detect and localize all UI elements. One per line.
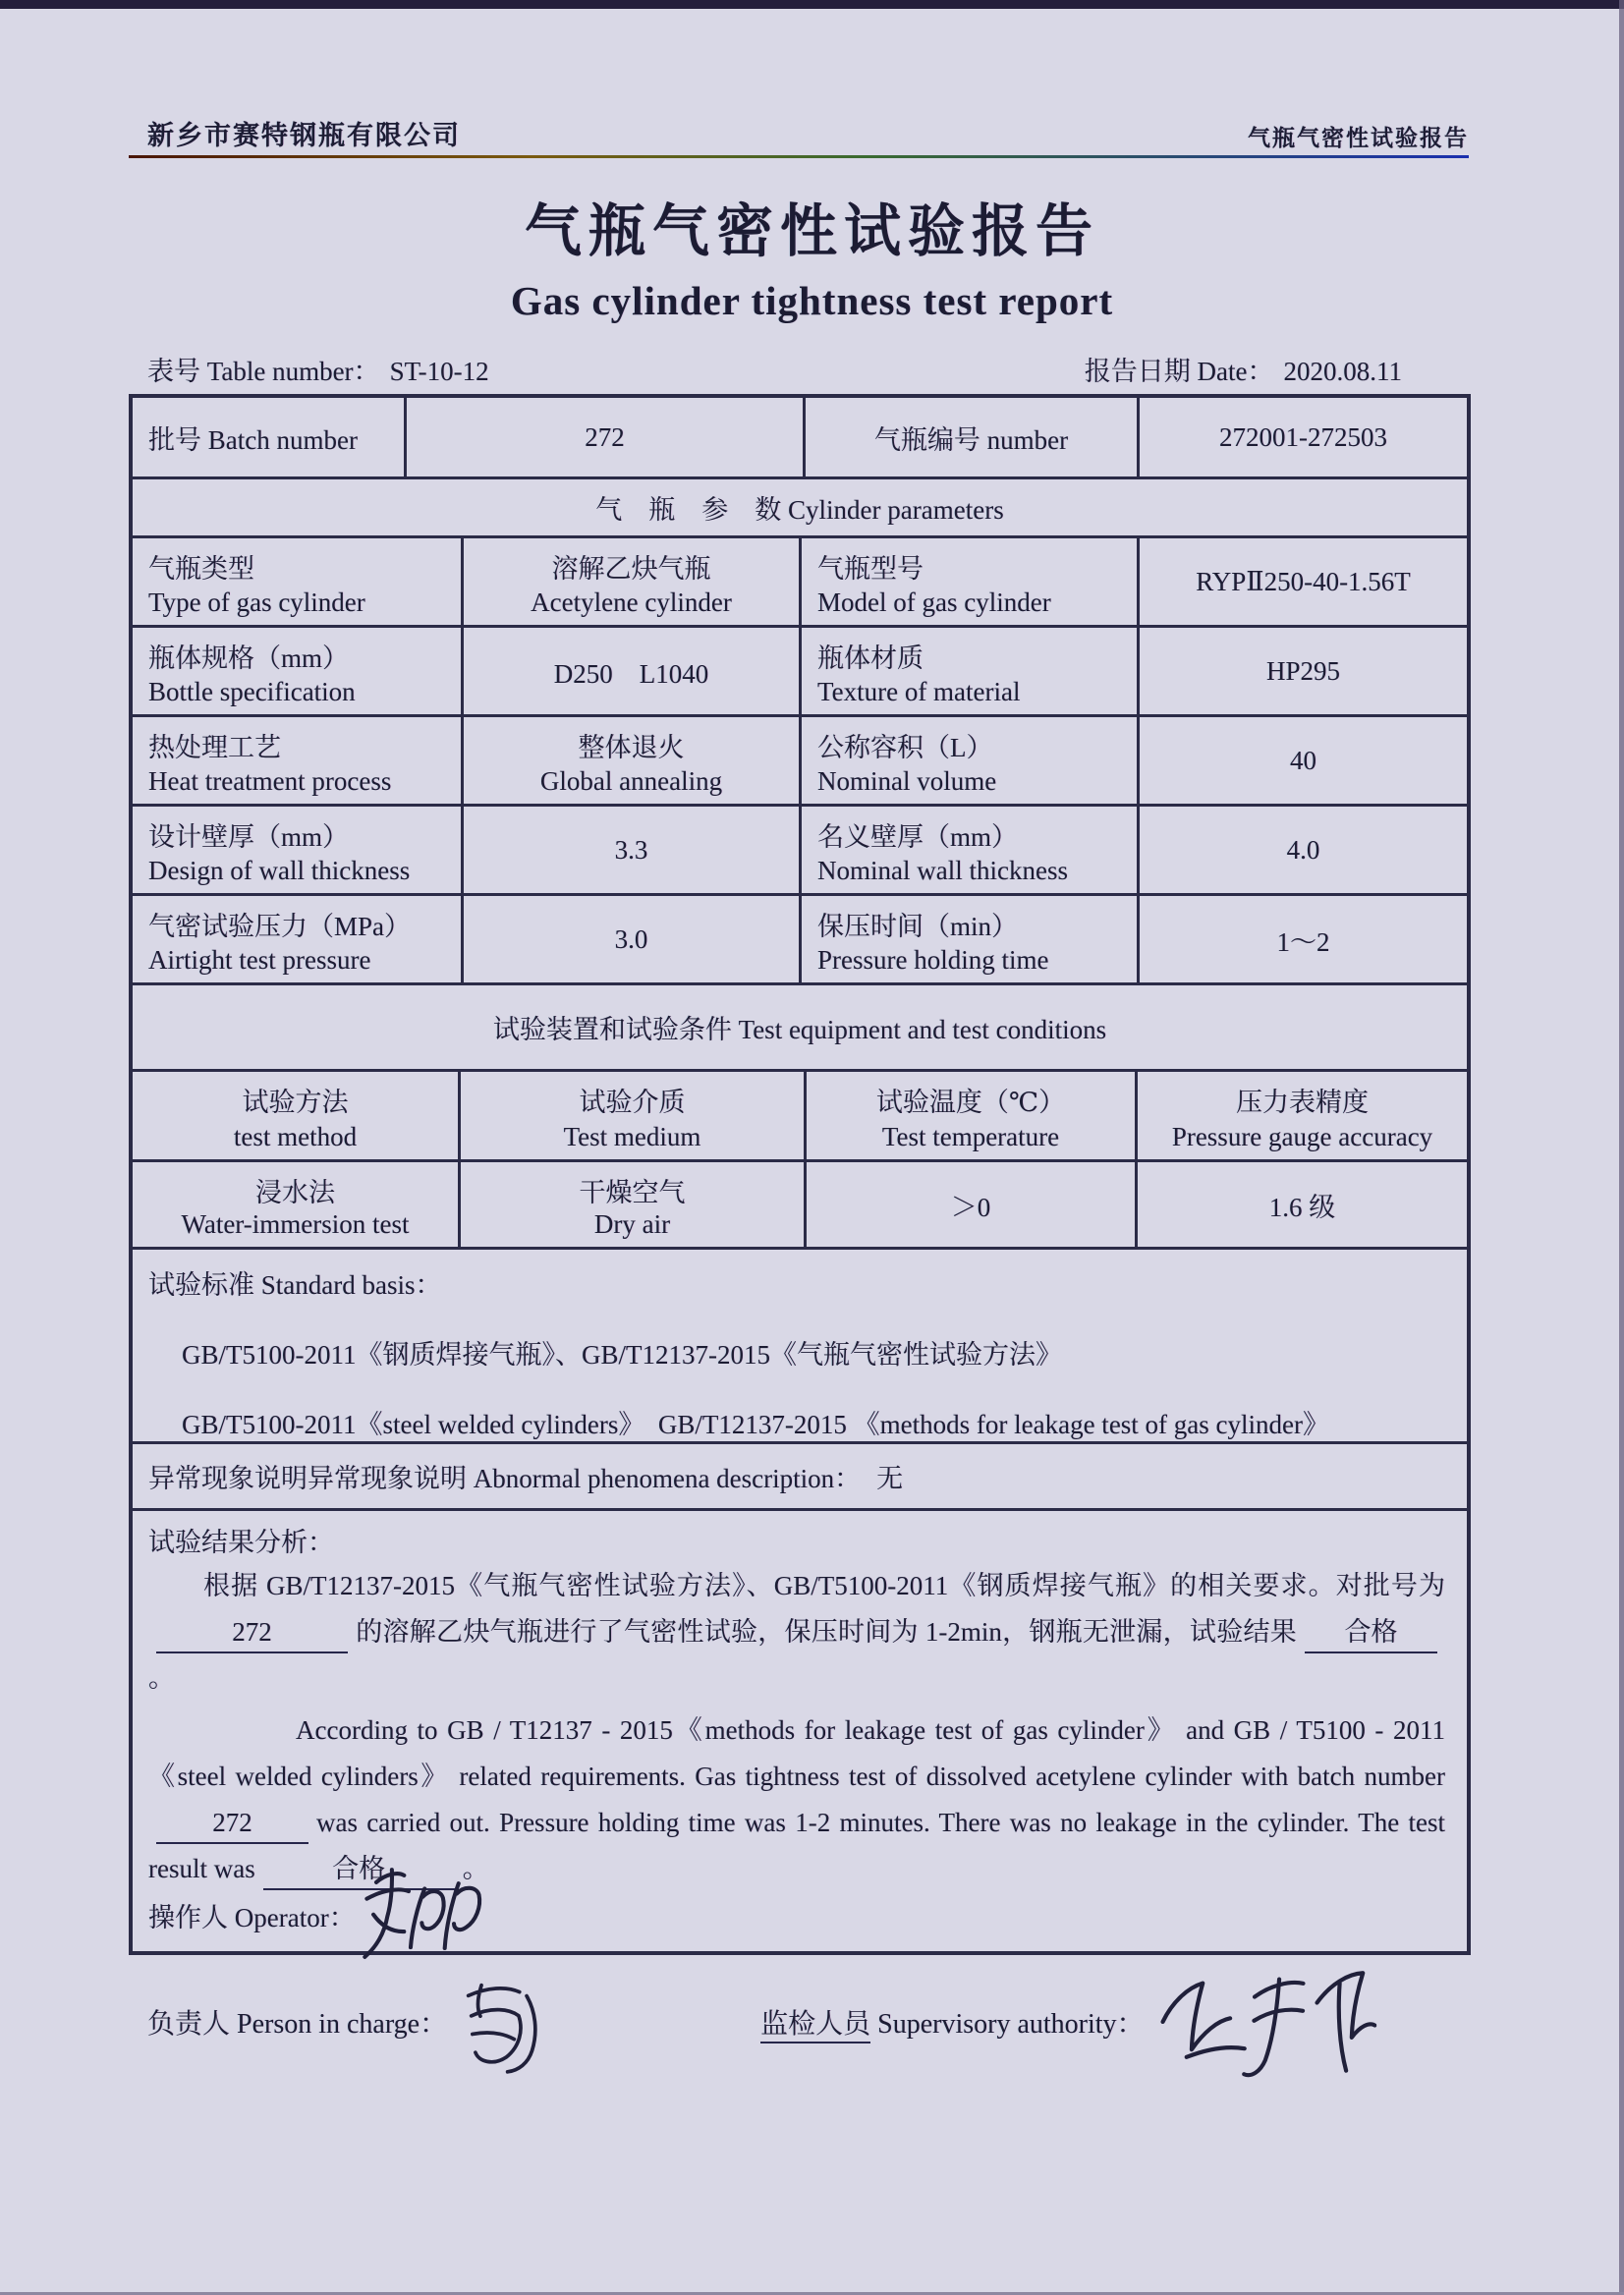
supervisor-signature <box>1146 1959 1379 2091</box>
page-header <box>147 114 1469 152</box>
param-row-design-thickness <box>133 804 1467 893</box>
cylinder-parameters-header <box>133 476 1467 535</box>
test-temperature-header-cell: 试验温度（℃） Test temperature <box>804 1072 1135 1159</box>
batch-info-row <box>133 398 1467 476</box>
type-label-cell: 气瓶类型 Type of gas cylinder <box>148 554 365 617</box>
equipment-section-header <box>133 982 1467 1069</box>
specification-label-cell: 瓶体规格（mm） Bottle specification <box>148 644 356 706</box>
result-analysis-label: 试验结果分析： <box>148 1528 334 1557</box>
material-label-cell: 瓶体材质 Texture of material <box>799 628 1137 714</box>
header-rule <box>129 155 1469 158</box>
cylinder-number-value-cell <box>1137 398 1467 476</box>
batch-blank-en: 272 <box>156 1803 308 1844</box>
test-medium-value-cell: 干燥空气 Dry air <box>458 1162 804 1247</box>
equipment-header-row <box>133 1069 1467 1159</box>
report-date-value: 2020.08.11 <box>1283 357 1402 386</box>
operator-line <box>148 1896 1445 1951</box>
test-pressure-value-cell: 3.0 <box>461 896 799 982</box>
test-medium-header-cell: 试验介质 Test medium <box>458 1072 804 1159</box>
table-number-value: ST-10-12 <box>389 357 489 386</box>
company-name: 新乡市赛特钢瓶有限公司 <box>147 121 461 150</box>
standard-basis-zh: GB/T5100-2011《钢质焊接气瓶》、GB/T12137-2015《气瓶气密性试验方法》 <box>182 1340 1062 1370</box>
holding-time-label-cell: 保压时间（min） Pressure holding time <box>799 896 1137 982</box>
specification-value-cell: D250 L1040 <box>461 628 799 714</box>
model-label-cell: 气瓶型号 Model of gas cylinder <box>799 538 1137 625</box>
abnormal-value: 无 <box>876 1464 904 1493</box>
model-value-cell: RYPⅡ250-40-1.56T <box>1137 538 1467 625</box>
nominal-thickness-value-cell: 4.0 <box>1137 807 1467 893</box>
nominal-thickness-label-cell: 名义壁厚（mm） Nominal wall thickness <box>799 807 1137 893</box>
meta-row <box>147 350 1402 388</box>
standard-basis-label: 试验标准 Standard basis： <box>148 1270 442 1300</box>
nominal-volume-label-cell: 公称容积（L） Nominal volume <box>799 717 1137 804</box>
param-row-specification <box>133 625 1467 714</box>
result-blank-en: 合格 <box>263 1849 455 1890</box>
param-row-test-pressure <box>133 893 1467 982</box>
abnormal-label: 异常现象说明异常现象说明 Abnormal phenomena description： <box>148 1464 862 1493</box>
report-table <box>129 394 1471 1955</box>
test-method-header-cell: 试验方法 test method <box>233 1088 358 1151</box>
test-method-value-cell: 浸水法 Water-immersion test <box>181 1178 410 1239</box>
person-in-charge-signature <box>447 1969 551 2086</box>
type-value-cell: 溶解乙炔气瓶 Acetylene cylinder <box>461 538 799 625</box>
batch-label-cell <box>133 398 404 476</box>
cylinder-parameters-title: 气 瓶 参 数 Cylinder parameters <box>595 495 1004 525</box>
result-paragraph-en: According to GB / T12137 - 2015《methods for leakage test of gas cylinder》 and GB / T5100 - 2011《steel welded cylinders》 related requirements. Gas tightness test of dissolved acetylene cylinder with batch number272 was carried out. Pressure holding time was 1-2 minutes. There was no leakage in the cylinder. The test result was 合格 。 <box>148 1707 1445 1892</box>
supervisor-label: 监检人员 Supervisory authority： <box>760 2002 1144 2042</box>
supervisor-group <box>760 2002 1375 2042</box>
scan-edge-right <box>1619 0 1624 2295</box>
result-analysis-section <box>133 1508 1467 1951</box>
result-paragraph-zh: 根据 GB/T12137-2015《气瓶气密性试验方法》、GB/T5100-2011《钢质焊接气瓶》的相关要求。对批号为272 的溶解乙炔气瓶进行了气密性试验，保压时间为 1-2min，钢瓶无泄漏，试验结果 合格。 <box>148 1571 1445 1693</box>
header-doc-type: 气瓶气密性试验报告 <box>1248 126 1469 150</box>
result-blank-zh: 合格 <box>1305 1612 1437 1653</box>
param-row-type <box>133 535 1467 625</box>
person-in-charge-group <box>147 2002 549 2042</box>
table-number-label: 表号 Table number： <box>147 357 380 386</box>
report-date <box>1085 350 1402 388</box>
bottom-signature-row <box>147 2002 1624 2042</box>
heat-treatment-label-cell: 热处理工艺 Heat treatment process <box>148 733 392 796</box>
batch-label: 批号 Batch number <box>148 424 358 455</box>
test-pressure-label-cell: 气密试验压力（MPa） Airtight test pressure <box>148 912 412 975</box>
cylinder-number-value: 272001-272503 <box>1219 421 1387 452</box>
gauge-accuracy-header-cell: 压力表精度 Pressure gauge accuracy <box>1135 1072 1467 1159</box>
equipment-values-row <box>133 1159 1467 1247</box>
heat-treatment-value-cell: 整体退火 Global annealing <box>461 717 799 804</box>
param-row-heat-treatment <box>133 714 1467 804</box>
operator-label: 操作人 Operator： <box>148 1903 356 1932</box>
batch-value-cell <box>404 398 803 476</box>
gauge-accuracy-value-cell: 1.6 级 <box>1135 1162 1467 1247</box>
table-number <box>147 350 489 388</box>
standard-basis-section <box>133 1247 1467 1441</box>
holding-time-value-cell: 1～2 <box>1137 896 1467 982</box>
report-title-zh: 气瓶气密性试验报告 <box>524 199 1099 263</box>
standard-basis-en: GB/T5100-2011《steel welded cylinders》 GB/T12137-2015 《methods for leakage test of gas cylinder》 <box>182 1410 1330 1439</box>
batch-blank-zh: 272 <box>156 1612 348 1653</box>
batch-value: 272 <box>585 421 625 452</box>
cylinder-number-label-cell <box>803 398 1137 476</box>
scan-edge-top <box>0 0 1624 9</box>
report-title-en: Gas cylinder tightness test report <box>510 278 1114 323</box>
cylinder-number-label: 气瓶编号 number <box>873 424 1069 455</box>
equipment-section-title: 试验装置和试验条件 Test equipment and test conditions <box>492 1015 1107 1044</box>
test-temperature-value-cell: ＞0 <box>804 1162 1135 1247</box>
person-in-charge-label: 负责人 Person in charge： <box>147 2009 448 2040</box>
nominal-volume-value-cell: 40 <box>1137 717 1467 804</box>
design-thickness-value-cell: 3.3 <box>461 807 799 893</box>
operator-signature <box>343 1860 501 1965</box>
report-date-label: 报告日期 Date： <box>1084 357 1274 386</box>
abnormal-phenomena-row <box>133 1441 1467 1508</box>
design-thickness-label-cell: 设计壁厚（mm） Design of wall thickness <box>148 822 411 885</box>
material-value-cell: HP295 <box>1137 628 1467 714</box>
